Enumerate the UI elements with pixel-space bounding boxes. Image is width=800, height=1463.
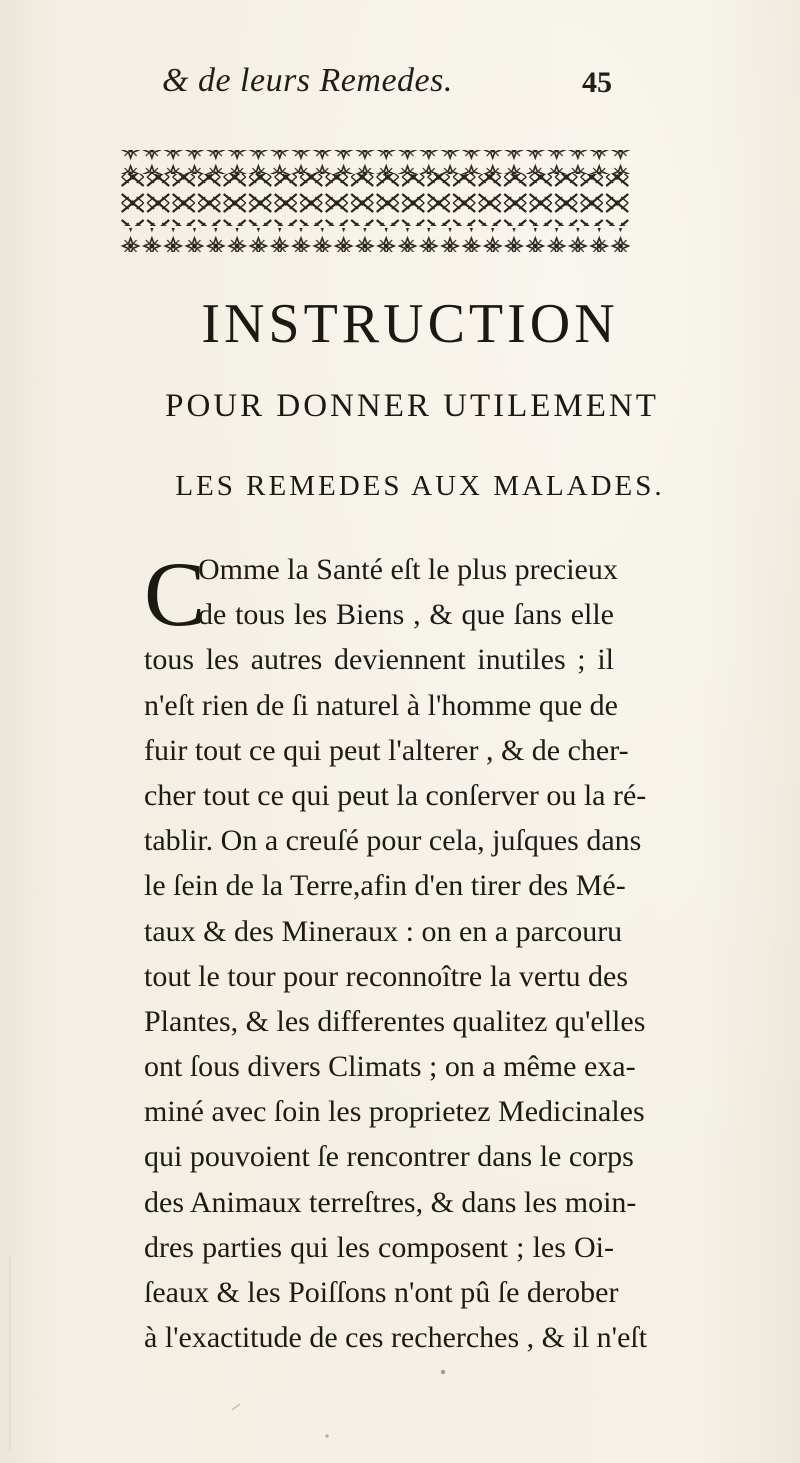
text-line: tablir. On a creuſé pour cela, juſques dans — [144, 824, 642, 858]
heading-sub2: LES REMEDES AUX MALADES. — [175, 470, 665, 502]
heading-main: INSTRUCTION — [201, 293, 619, 355]
text-line: dres parties qui les composent ; les Oi- — [144, 1230, 614, 1264]
text-line: n'eſt rien de ſi naturel à l'homme que de — [144, 688, 618, 722]
text-line: miné avec ſoin les proprietez Medicinales — [144, 1095, 645, 1129]
text-line: Plantes, & les differentes qualitez qu'elles — [144, 1004, 646, 1038]
printer-ornament-icon — [120, 138, 630, 258]
page-number: 45 — [582, 66, 612, 99]
text-line: ſeaux & les Poiſſons n'ont pû ſe derober — [144, 1276, 619, 1309]
text-line: fuir tout ce qui peut l'alterer , & de cher- — [144, 733, 629, 767]
text-line: taux & des Mineraux : on en a parcouru — [144, 914, 623, 948]
text-line: le ſein de la Terre,afin d'en tirer des Mé- — [144, 869, 626, 903]
drop-cap: C — [144, 543, 206, 645]
running-head — [0, 62, 800, 112]
text-line: des Animaux terreſtres, & dans les moin- — [144, 1185, 637, 1219]
text-line: tout le tour pour reconnoître la vertu des — [144, 959, 629, 993]
text-line: à l'exactitude de ces recherches , & il n'eſt — [144, 1321, 648, 1355]
text-line: ont ſous divers Climats ; on a même exa- — [144, 1050, 636, 1084]
text-line: Omme la Santé eſt le plus precieux — [198, 553, 618, 586]
running-title: & de leurs Remedes. — [162, 62, 453, 99]
text-line: qui pouvoient ſe rencontrer dans le corps — [144, 1140, 634, 1174]
heading-sub: POUR DONNER UTILEMENT — [165, 388, 659, 424]
body-text — [144, 543, 648, 1360]
text-line: de tous les Biens , & que ſans elle — [198, 598, 614, 632]
text-line: cher tout ce qui peut la conſerver ou la ré- — [144, 778, 647, 812]
text-line: tous les autres deviennent inutiles ; il — [144, 643, 614, 677]
